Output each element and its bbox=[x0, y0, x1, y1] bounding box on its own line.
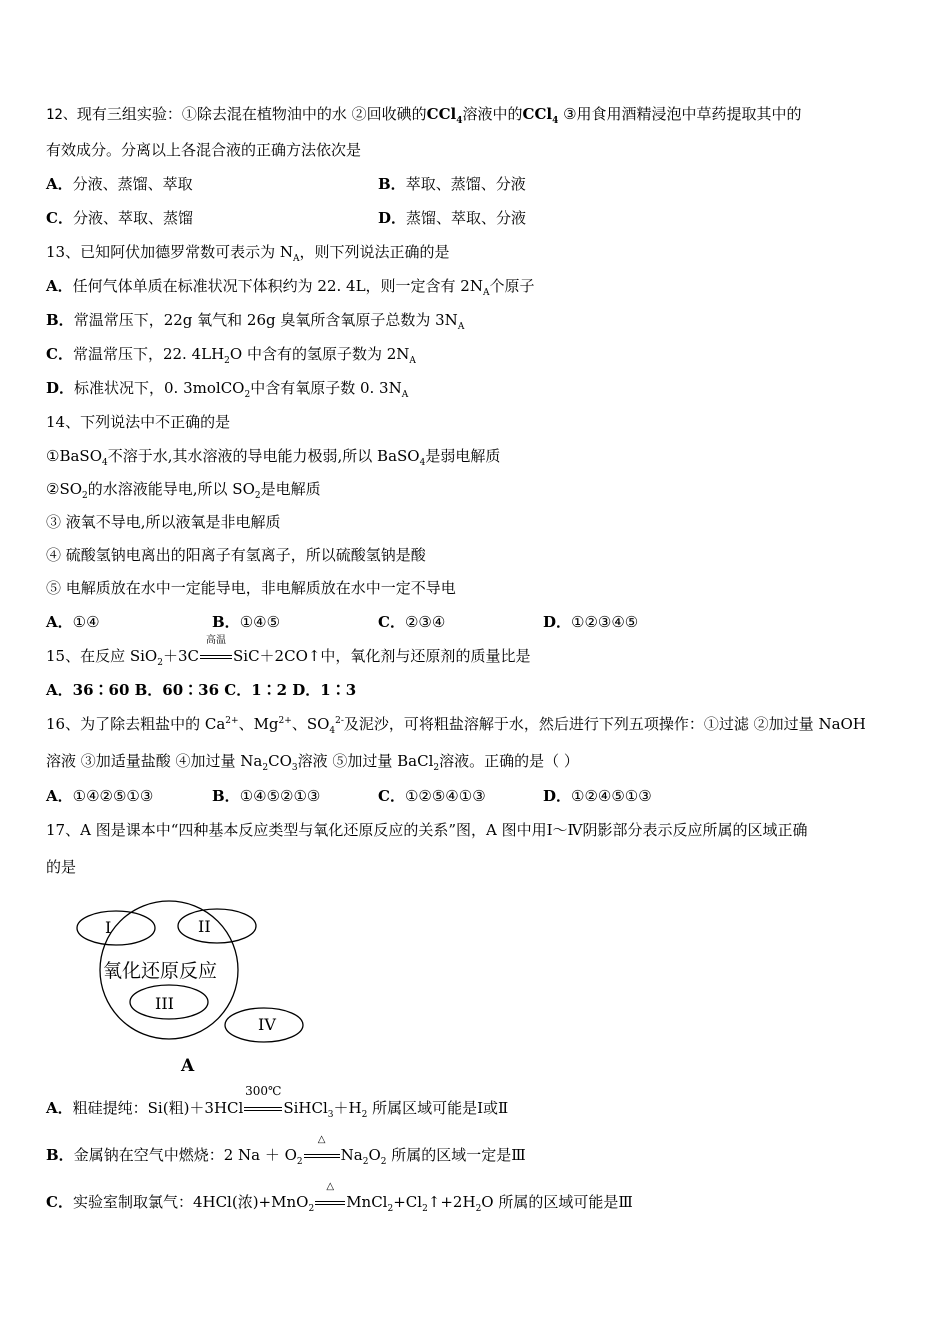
reaction-condition-heat: △ bbox=[303, 1145, 341, 1165]
q13-option-c: C．常温常压下，22. $4LH_2O$ 中含有的氢原子数为 $2N_A$ bbox=[46, 345, 416, 366]
q16-option-b: B．①④⑤②①③ bbox=[212, 787, 321, 805]
q17-stem-line2: 的是 bbox=[46, 858, 77, 876]
region-ii-label: II bbox=[198, 917, 211, 936]
q16-stem-line1: 16、为了除去粗盐中的 $Ca^{2+}$、$Mg^{2+}$、$SO_4^{2-}$及泥沙，可将粗盐溶解于水，然后进行下列五项操作：①过滤 ②加过量 NaOH bbox=[46, 715, 866, 736]
q12-option-a: A．分液、蒸馏、萃取 bbox=[46, 175, 193, 193]
q12-stem-line2: 有效成分。分离以上各混合液的正确方法依次是 bbox=[46, 141, 362, 159]
q14-statement-4: ④ 硫酸氢钠电离出的阳离子有氢离子，所以硫酸氢钠是酸 bbox=[46, 546, 426, 564]
region-ii-ellipse bbox=[178, 909, 256, 943]
q14-option-d: D．①②③④⑤ bbox=[543, 613, 639, 631]
reaction-condition-heat-2: △ bbox=[314, 1192, 346, 1212]
region-iii-label: III bbox=[155, 994, 174, 1013]
redox-label: 氧化还原反应 bbox=[103, 960, 218, 982]
q14-statement-3: ③ 液氧不导电,所以液氧是非电解质 bbox=[46, 513, 281, 531]
q13-option-d: D．标准状况下，0. 3molCO$_2$中含有氧原子数 0. $3N_A$ bbox=[46, 379, 409, 400]
region-iv-label: IV bbox=[258, 1015, 276, 1034]
q14-statement-1: ①BaSO$_4$不溶于水,其水溶液的导电能力极弱,所以 BaSO$_4$是弱电解质 bbox=[46, 447, 501, 468]
q12-option-c: C．分液、萃取、蒸馏 bbox=[46, 209, 193, 227]
q14-option-a: A．①④ bbox=[46, 613, 100, 631]
q17-option-a: A．粗硅提纯：Si(粗)＋3HCl 300℃ $SiHCl_3+H_2$ 所属区域可能是Ⅰ或Ⅱ bbox=[46, 1084, 509, 1120]
q14-statement-5: ⑤ 电解质放在水中一定能导电，非电解质放在水中一定不导电 bbox=[46, 579, 456, 597]
q13-option-a: A．任何气体单质在标准状况下体积约为 22. 4L，则一定含有 $2N_A$个原子 bbox=[46, 277, 535, 298]
q12-option-d: D．蒸馏、萃取、分液 bbox=[378, 209, 527, 227]
q16-option-a: A．①④②⑤①③ bbox=[46, 787, 154, 805]
q12-stem-line1: 12、现有三组实验：①除去混在植物油中的水 ②回收碘的CCl$_4$溶液中的CCl$_4$ ③用食用酒精浸泡中草药提取其中的 bbox=[46, 105, 802, 126]
diagram-caption: A bbox=[181, 1056, 195, 1075]
q16-option-d: D．①②④⑤①③ bbox=[543, 787, 652, 805]
q16-stem-line2: 溶液 ③加适量盐酸 ④加过量 $Na_2CO_3$溶液 ⑤加过量 BaCl$_2$溶液。正确的是（ ） bbox=[46, 752, 579, 773]
q13-option-b: B．常温常压下，22g 氧气和 26g 臭氧所含氧原子总数为 $3N_A$ bbox=[46, 311, 465, 332]
q17-stem-line1: 17、A 图是课本中“四种基本反应类型与氧化还原反应的关系”图，A 图中用Ⅰ～Ⅳ阴影部分表示反应所属的区域正确 bbox=[46, 821, 808, 839]
q16-option-c: C．①②⑤④①③ bbox=[378, 787, 486, 805]
q12-option-b: B．萃取、蒸馏、分液 bbox=[378, 175, 526, 193]
region-i-label: I bbox=[105, 918, 112, 937]
q14-option-b: B．①④⑤ bbox=[212, 613, 281, 631]
q15-options: A．36∶60 B．60∶36 C．1∶2 D．1∶3 bbox=[46, 681, 357, 699]
q14-stem: 14、下列说法中不正确的是 bbox=[46, 413, 231, 431]
q14-option-c: C．②③④ bbox=[378, 613, 446, 631]
q17-option-b: B．金属钠在空气中燃烧：2 $Na + O_2$ △ $Na_2O_2$ 所属的区域一定是Ⅲ bbox=[46, 1134, 526, 1167]
q14-statement-2: $②SO_2$的水溶液能导电,所以 $SO_2$是电解质 bbox=[46, 480, 321, 501]
q17-option-c: C．实验室制取氯气：4HCl(浓)+MnO$_2$ △ $MnCl_2+Cl_2↑+2H_2O$ 所属的区域可能是Ⅲ bbox=[46, 1181, 633, 1214]
reaction-condition-300c: 300℃ bbox=[243, 1098, 283, 1118]
redox-venn-diagram bbox=[70, 895, 310, 1075]
q13-stem: 13、已知阿伏加德罗常数可表示为 $N_A$，则下列说法正确的是 bbox=[46, 243, 450, 264]
reaction-condition-high-temp: 高温 bbox=[199, 646, 233, 666]
region-i-ellipse bbox=[77, 911, 155, 945]
q15-stem: 15、在反应 SiO$_2$＋3C 高温 SiC＋2CO↑中，氧化剂与还原剂的质量比是 bbox=[46, 635, 531, 668]
